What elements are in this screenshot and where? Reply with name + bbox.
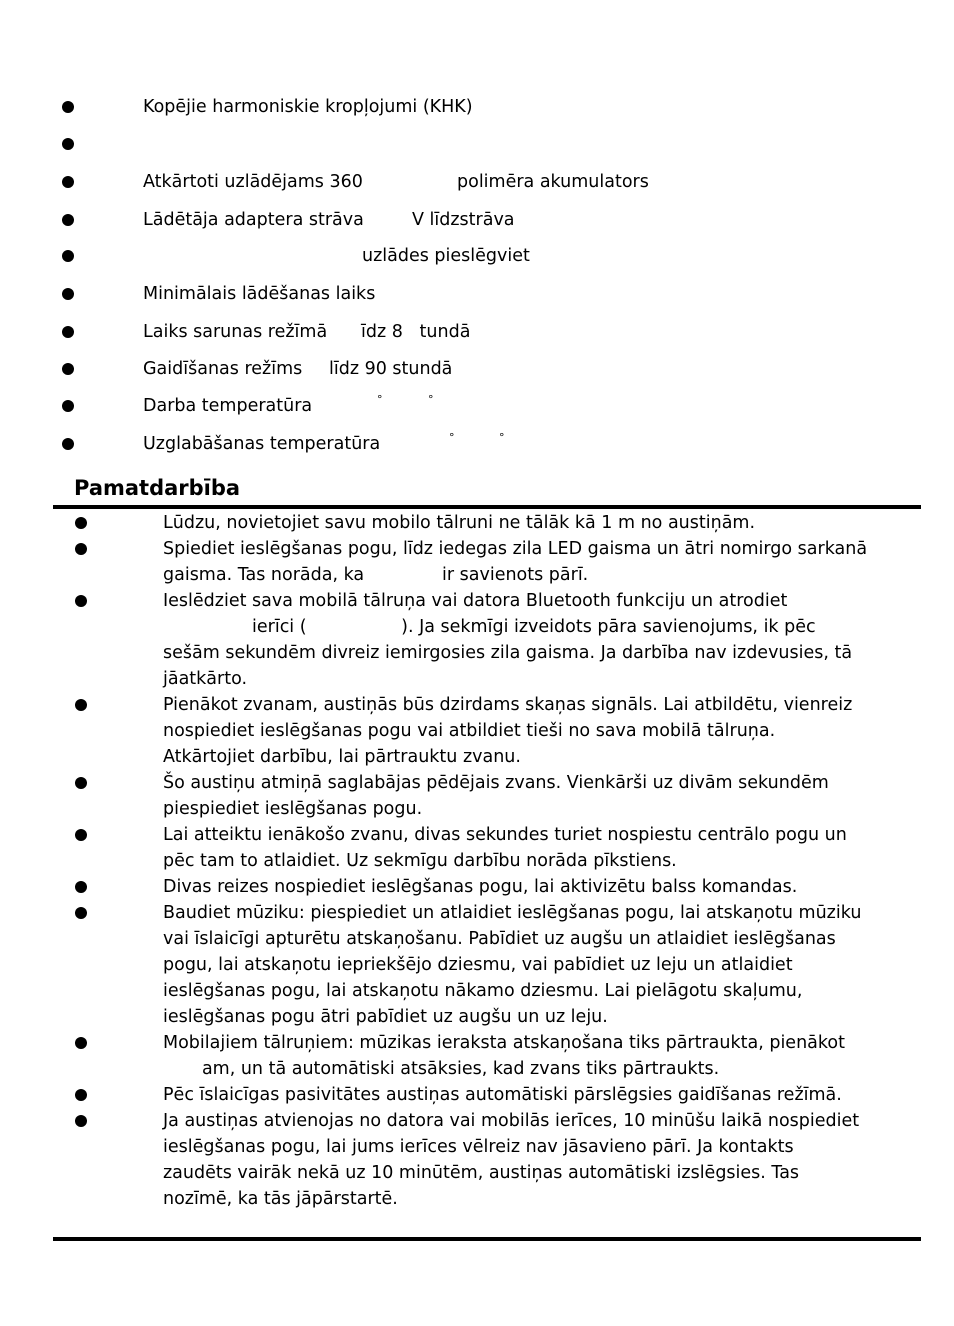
- spec-label: Uzglabāšanas temperatūra: [143, 434, 381, 454]
- list-item-line: Ieslēdziet sava mobilā tālruņa vai datora Bluetooth funkciju un atrodiet: [163, 591, 788, 611]
- degree-symbol: °: [449, 431, 455, 444]
- spec-value: uzlādes pieslēgviet: [362, 246, 530, 266]
- degree-symbol: °: [377, 393, 383, 406]
- list-item: [0, 588, 954, 692]
- spec-item: [0, 282, 954, 306]
- list-item-line: ieslēgšanas pogu ātri pabīdiet uz augšu un uz leju.: [163, 1007, 608, 1027]
- list-item-line: nospiediet ieslēgšanas pogu vai atbildiet tieši no sava mobilā tālruņa.: [163, 721, 776, 741]
- bullet-icon: [75, 1089, 87, 1101]
- spec-value: V līdzstrāva: [412, 210, 515, 230]
- bullet-icon: [62, 438, 74, 450]
- bullet-icon: [75, 1115, 87, 1127]
- spec-item: [0, 394, 954, 418]
- spec-label: Gaidīšanas režīms: [143, 359, 303, 379]
- list-item-line: Pēc īslaicīgas pasivitātes austiņas automātiski pārslēgsies gaidīšanas režīmā.: [163, 1085, 842, 1105]
- bullet-icon: [62, 288, 74, 300]
- section-divider: [53, 505, 921, 509]
- list-item: [0, 900, 954, 1030]
- bullet-icon: [75, 907, 87, 919]
- list-item-line: ierīci ( ). Ja sekmīgi izveidots pāra savienojums, ik pēc: [163, 617, 816, 637]
- list-item: [0, 1082, 954, 1108]
- spec-label: Laiks sarunas režīmā: [143, 322, 328, 342]
- list-item-line: Atkārtojiet darbību, lai pārtrauktu zvanu.: [163, 747, 521, 767]
- list-item-line: sešām sekundēm divreiz iemirgosies zila gaisma. Ja darbība nav izdevusies, tā: [163, 643, 853, 663]
- bullet-icon: [75, 777, 87, 789]
- degree-symbol: °: [428, 393, 434, 406]
- list-item: [0, 1030, 954, 1082]
- spec-value: īdz 8 tundā: [361, 322, 471, 342]
- section-title: Pamatdarbība: [74, 476, 241, 500]
- spec-label: Lādētāja adaptera strāva: [143, 210, 364, 230]
- bullet-icon: [62, 250, 74, 262]
- list-item-line: Mobilajiem tālruņiem: mūzikas ieraksta atskaņošana tiks pārtraukta, pienākot: [163, 1033, 845, 1053]
- bullet-icon: [62, 400, 74, 412]
- bullet-icon: [75, 881, 87, 893]
- list-item-line: gaisma. Tas norāda, ka ir savienots pārī.: [163, 565, 589, 585]
- bullet-icon: [75, 829, 87, 841]
- bullet-icon: [75, 595, 87, 607]
- list-item-line: Divas reizes nospiediet ieslēgšanas pogu, lai aktivizētu balss komandas.: [163, 877, 798, 897]
- operation-list: [0, 510, 954, 1212]
- bullet-icon: [75, 1037, 87, 1049]
- list-item-line: jāatkārto.: [163, 669, 248, 689]
- list-item-line: Spiediet ieslēgšanas pogu, līdz iedegas zila LED gaisma un ātri nomirgo sarkanā: [163, 539, 868, 559]
- list-item: [0, 874, 954, 900]
- list-item: [0, 822, 954, 874]
- bullet-icon: [62, 176, 74, 188]
- bottom-divider: [53, 1237, 921, 1241]
- list-item: [0, 692, 954, 770]
- list-item-line: Lūdzu, novietojiet savu mobilo tālruni ne tālāk kā 1 m no austiņām.: [163, 513, 756, 533]
- degree-symbol: °: [499, 431, 505, 444]
- spec-item: [0, 132, 954, 156]
- bullet-icon: [75, 517, 87, 529]
- spec-label: Darba temperatūra: [143, 396, 313, 416]
- list-item-line: Lai atteiktu ienākošo zvanu, divas sekundes turiet nospiestu centrālo pogu un: [163, 825, 847, 845]
- bullet-icon: [62, 363, 74, 375]
- spec-label: Atkārtoti uzlādējams 360: [143, 172, 363, 192]
- list-item: [0, 536, 954, 588]
- list-item-line: Baudiet mūziku: piespiediet un atlaidiet ieslēgšanas pogu, lai atskaņotu mūziku: [163, 903, 862, 923]
- spec-item: [0, 357, 954, 381]
- bullet-icon: [62, 214, 74, 226]
- list-item-line: zaudēts vairāk nekā uz 10 minūtēm, austiņas automātiski izslēgsies. Tas: [163, 1163, 800, 1183]
- list-item-line: pogu, lai atskaņotu iepriekšējo dziesmu, vai pabīdiet uz leju un atlaidiet: [163, 955, 793, 975]
- list-item-line: am, un tā automātiski atsāksies, kad zvans tiks pārtraukts.: [163, 1059, 720, 1079]
- list-item-line: nozīmē, ka tās jāpārstartē.: [163, 1189, 398, 1209]
- spec-value: polimēra akumulators: [457, 172, 649, 192]
- spec-item: [0, 244, 954, 268]
- list-item: [0, 510, 954, 536]
- list-item-line: pēc tam to atlaidiet. Uz sekmīgu darbību norāda pīkstiens.: [163, 851, 677, 871]
- list-item-line: Pienākot zvanam, austiņās būs dzirdams skaņas signāls. Lai atbildētu, vienreiz: [163, 695, 853, 715]
- spec-item: [0, 170, 954, 194]
- spec-value: līdz 90 stundā: [329, 359, 453, 379]
- spec-item: [0, 95, 954, 119]
- list-item-line: Ja austiņas atvienojas no datora vai mobilās ierīces, 10 minūšu laikā nospiediet: [163, 1111, 860, 1131]
- spec-item: [0, 320, 954, 344]
- bullet-icon: [62, 138, 74, 150]
- list-item-line: Šo austiņu atmiņā saglabājas pēdējais zvans. Vienkārši uz divām sekundēm: [163, 773, 829, 793]
- list-item-line: ieslēgšanas pogu, lai atskaņotu nākamo dziesmu. Lai pielāgotu skaļumu,: [163, 981, 803, 1001]
- bullet-icon: [75, 699, 87, 711]
- spec-label: Minimālais lādēšanas laiks: [143, 284, 376, 304]
- spec-item: [0, 432, 954, 456]
- spec-item: [0, 208, 954, 232]
- spec-label: Kopējie harmoniskie kropļojumi (KHK): [143, 97, 473, 117]
- list-item: [0, 770, 954, 822]
- list-item-line: vai īslaicīgi apturētu atskaņošanu. Pabīdiet uz augšu un atlaidiet ieslēgšanas: [163, 929, 836, 949]
- list-item-line: ieslēgšanas pogu, lai jums ierīces vēlreiz nav jāsavieno pārī. Ja kontakts: [163, 1137, 794, 1157]
- list-item-line: piespiediet ieslēgšanas pogu.: [163, 799, 423, 819]
- bullet-icon: [75, 543, 87, 555]
- bullet-icon: [62, 326, 74, 338]
- list-item: [0, 1108, 954, 1212]
- bullet-icon: [62, 101, 74, 113]
